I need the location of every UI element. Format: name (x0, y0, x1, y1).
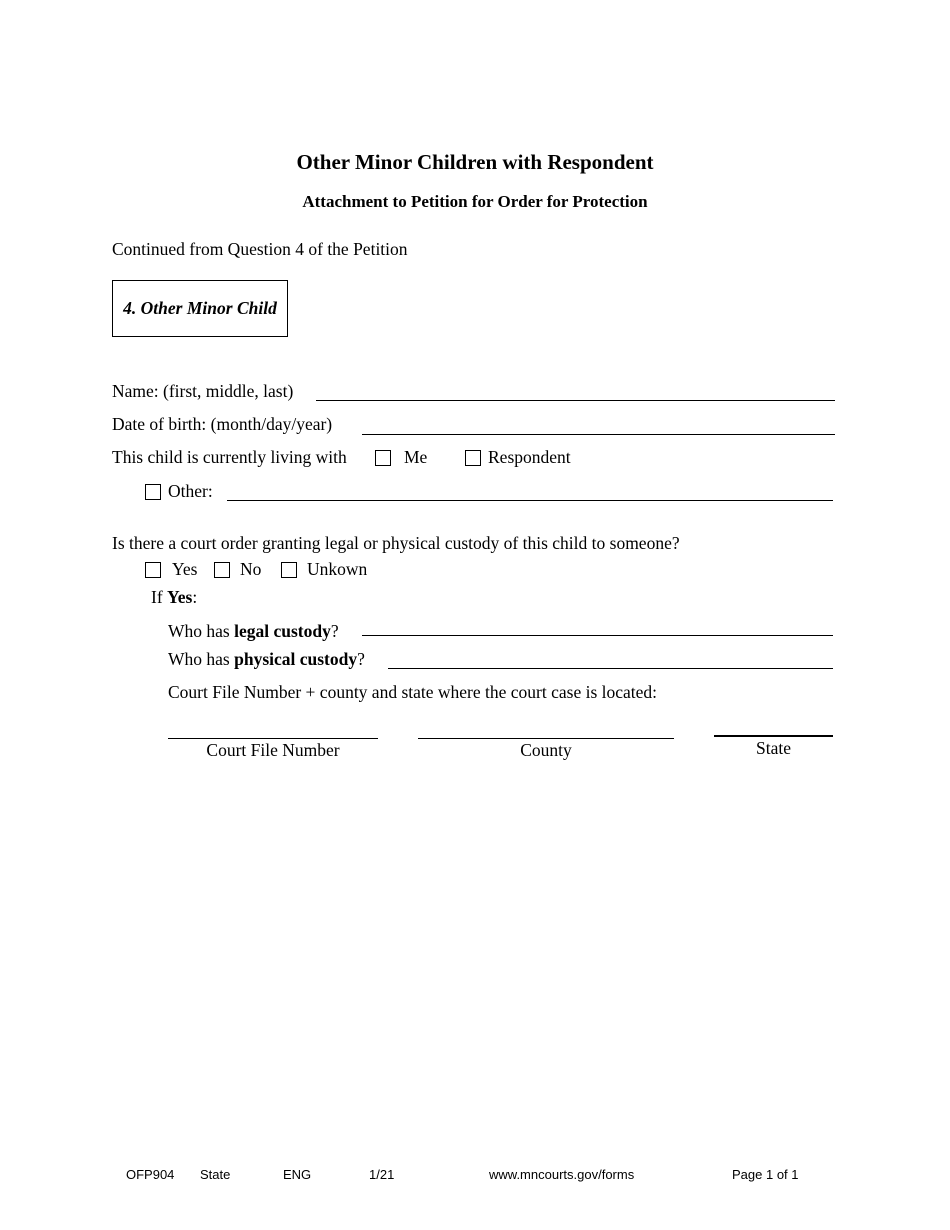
living-other-input-line[interactable] (227, 500, 833, 501)
custody-unknown-checkbox[interactable] (281, 562, 297, 578)
state-caption: State (756, 738, 791, 758)
name-label: Name: (first, middle, last) (112, 381, 294, 401)
physical-custody-label: Who has physical custody? (168, 649, 365, 669)
footer-language: ENG (283, 1167, 312, 1182)
page-subtitle: Attachment to Petition for Order for Protection (302, 192, 648, 211)
living-me-label: Me (404, 447, 428, 467)
footer-state: State (200, 1167, 231, 1182)
if-yes-label: If Yes: (151, 587, 198, 607)
custody-yes-checkbox[interactable] (145, 562, 161, 578)
living-other-label: Other: (168, 481, 213, 501)
custody-no-label: No (240, 559, 262, 579)
living-respondent-checkbox[interactable] (465, 450, 481, 466)
section-label: 4. Other Minor Child (123, 298, 277, 318)
living-with-label: This child is currently living with (112, 447, 347, 467)
custody-unknown-label: Unkown (307, 559, 368, 579)
intro-text: Continued from Question 4 of the Petition (112, 239, 408, 259)
custody-question: Is there a court order granting legal or physical custody of this child to someone? (112, 533, 680, 553)
name-input-line[interactable] (316, 400, 835, 401)
living-respondent-label: Respondent (488, 447, 571, 467)
page-title: Other Minor Children with Respondent (296, 150, 654, 174)
living-me-checkbox[interactable] (375, 450, 391, 466)
footer-page: Page 1 of 1 (732, 1167, 799, 1182)
dob-label: Date of birth: (month/day/year) (112, 414, 333, 434)
living-other-checkbox[interactable] (145, 484, 161, 500)
footer-revision: 1/21 (369, 1167, 395, 1182)
county-caption: County (520, 740, 572, 760)
footer-url: www.mncourts.gov/forms (489, 1167, 635, 1182)
legal-custody-input-line[interactable] (362, 635, 833, 636)
court-file-number-caption: Court File Number (206, 740, 340, 760)
custody-yes-label: Yes (172, 559, 198, 579)
court-file-label: Court File Number + county and state where the court case is located: (168, 682, 658, 702)
legal-custody-label: Who has legal custody? (168, 621, 339, 641)
footer-form-id: OFP904 (126, 1167, 175, 1182)
section-label-box (112, 280, 288, 337)
dob-input-line[interactable] (362, 434, 835, 435)
physical-custody-input-line[interactable] (388, 668, 833, 669)
custody-no-checkbox[interactable] (214, 562, 230, 578)
